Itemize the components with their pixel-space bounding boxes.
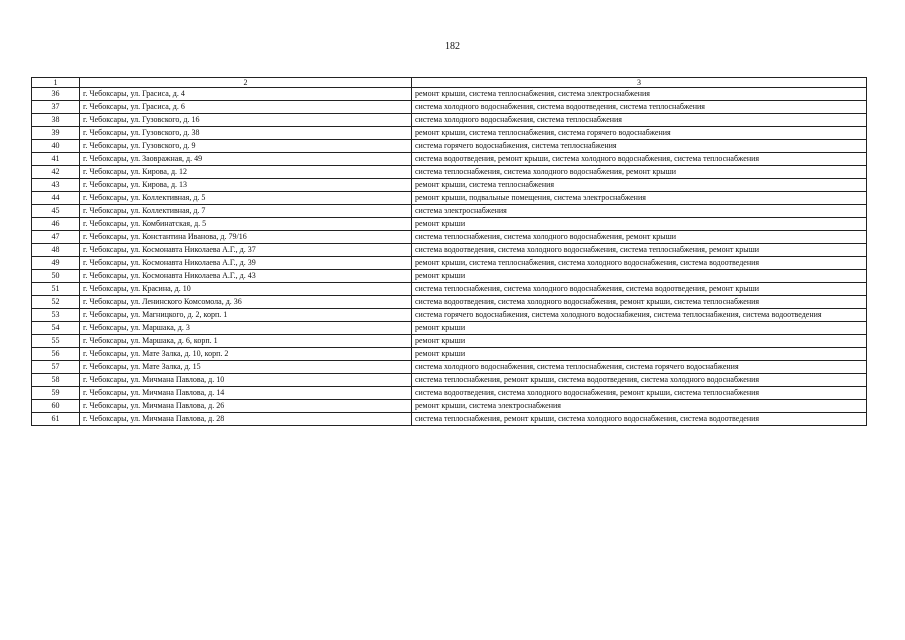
address-cell: г. Чебоксары, ул. Грасиса, д. 4 <box>80 88 412 101</box>
row-number-cell: 43 <box>32 179 80 192</box>
works-cell: ремонт крыши <box>412 322 867 335</box>
table-row <box>32 400 867 413</box>
row-number-cell: 53 <box>32 309 80 322</box>
row-number-cell: 41 <box>32 153 80 166</box>
row-number-cell: 52 <box>32 296 80 309</box>
works-cell: система теплоснабжения, система холодного водоснабжения, ремонт крыши <box>412 166 867 179</box>
table-row <box>32 205 867 218</box>
row-number-cell: 54 <box>32 322 80 335</box>
works-cell: ремонт крыши, система теплоснабжения, система электроснабжения <box>412 88 867 101</box>
works-cell: система водоотведения, система холодного водоснабжения, система теплоснабжения, ремонт крыши <box>412 244 867 257</box>
row-number-cell: 47 <box>32 231 80 244</box>
address-cell: г. Чебоксары, ул. Мичмана Павлова, д. 14 <box>80 387 412 400</box>
table-header-row <box>32 78 867 88</box>
works-cell: система теплоснабжения, ремонт крыши, система холодного водоснабжения, система водоотведения <box>412 413 867 426</box>
row-number-cell: 50 <box>32 270 80 283</box>
table-row <box>32 153 867 166</box>
header-cell-address: 2 <box>80 78 412 88</box>
table-row <box>32 127 867 140</box>
address-cell: г. Чебоксары, ул. Космонавта Николаева А.Г., д. 43 <box>80 270 412 283</box>
address-cell: г. Чебоксары, ул. Заовражная, д. 49 <box>80 153 412 166</box>
works-cell: система водоотведения, система холодного водоснабжения, ремонт крыши, система теплоснабжения <box>412 296 867 309</box>
table-row <box>32 296 867 309</box>
table-row <box>32 231 867 244</box>
table-row <box>32 257 867 270</box>
address-cell: г. Чебоксары, ул. Магницкого, д. 2, корп. 1 <box>80 309 412 322</box>
works-cell: ремонт крыши, система теплоснабжения, система холодного водоснабжения, система водоотведения <box>412 257 867 270</box>
table-row <box>32 387 867 400</box>
table-row <box>32 335 867 348</box>
table-row <box>32 114 867 127</box>
register-table-body <box>32 78 867 426</box>
table-row <box>32 270 867 283</box>
address-cell: г. Чебоксары, ул. Космонавта Николаева А.Г., д. 39 <box>80 257 412 270</box>
address-cell: г. Чебоксары, ул. Гузовского, д. 16 <box>80 114 412 127</box>
table-row <box>32 283 867 296</box>
address-cell: г. Чебоксары, ул. Комбинатская, д. 5 <box>80 218 412 231</box>
row-number-cell: 57 <box>32 361 80 374</box>
address-cell: г. Чебоксары, ул. Красина, д. 10 <box>80 283 412 296</box>
table-row <box>32 166 867 179</box>
works-cell: система холодного водоснабжения, система водоотведения, система теплоснабжения <box>412 101 867 114</box>
works-cell: система горячего водоснабжения, система теплоснабжения <box>412 140 867 153</box>
works-cell: система теплоснабжения, система холодного водоснабжения, система водоотведения, ремонт крыши <box>412 283 867 296</box>
works-cell: система холодного водоснабжения, система теплоснабжения <box>412 114 867 127</box>
works-cell: система теплоснабжения, система холодного водоснабжения, ремонт крыши <box>412 231 867 244</box>
address-cell: г. Чебоксары, ул. Ленинского Комсомола, д. 36 <box>80 296 412 309</box>
row-number-cell: 40 <box>32 140 80 153</box>
address-cell: г. Чебоксары, ул. Кирова, д. 13 <box>80 179 412 192</box>
works-cell: система водоотведения, система холодного водоснабжения, ремонт крыши, система теплоснабжения <box>412 387 867 400</box>
register-table <box>31 77 867 426</box>
row-number-cell: 48 <box>32 244 80 257</box>
works-cell: система теплоснабжения, ремонт крыши, система водоотведения, система холодного водоснабжения <box>412 374 867 387</box>
header-cell-number: 1 <box>32 78 80 88</box>
address-cell: г. Чебоксары, ул. Кирова, д. 12 <box>80 166 412 179</box>
address-cell: г. Чебоксары, ул. Мичмана Павлова, д. 26 <box>80 400 412 413</box>
row-number-cell: 37 <box>32 101 80 114</box>
works-cell: ремонт крыши <box>412 335 867 348</box>
row-number-cell: 45 <box>32 205 80 218</box>
row-number-cell: 38 <box>32 114 80 127</box>
address-cell: г. Чебоксары, ул. Константина Иванова, д. 79/16 <box>80 231 412 244</box>
row-number-cell: 51 <box>32 283 80 296</box>
table-row <box>32 192 867 205</box>
table-row <box>32 348 867 361</box>
table-row <box>32 322 867 335</box>
address-cell: г. Чебоксары, ул. Маршака, д. 3 <box>80 322 412 335</box>
table-row <box>32 361 867 374</box>
works-cell: система холодного водоснабжения, система теплоснабжения, система горячего водоснабжения <box>412 361 867 374</box>
address-cell: г. Чебоксары, ул. Мичмана Павлова, д. 10 <box>80 374 412 387</box>
table-row <box>32 218 867 231</box>
page-number: 182 <box>445 41 460 52</box>
row-number-cell: 56 <box>32 348 80 361</box>
table-row <box>32 179 867 192</box>
table-row <box>32 413 867 426</box>
address-cell: г. Чебоксары, ул. Коллективная, д. 7 <box>80 205 412 218</box>
works-cell: ремонт крыши <box>412 218 867 231</box>
row-number-cell: 59 <box>32 387 80 400</box>
row-number-cell: 44 <box>32 192 80 205</box>
row-number-cell: 39 <box>32 127 80 140</box>
table-row <box>32 101 867 114</box>
address-cell: г. Чебоксары, ул. Гузовского, д. 38 <box>80 127 412 140</box>
works-cell: ремонт крыши, система электроснабжения <box>412 400 867 413</box>
row-number-cell: 55 <box>32 335 80 348</box>
table-row <box>32 374 867 387</box>
table-row <box>32 88 867 101</box>
header-cell-works: 3 <box>412 78 867 88</box>
address-cell: г. Чебоксары, ул. Мате Залка, д. 15 <box>80 361 412 374</box>
row-number-cell: 49 <box>32 257 80 270</box>
works-cell: ремонт крыши <box>412 348 867 361</box>
address-cell: г. Чебоксары, ул. Мате Залка, д. 10, корп. 2 <box>80 348 412 361</box>
address-cell: г. Чебоксары, ул. Маршака, д. 6, корп. 1 <box>80 335 412 348</box>
address-cell: г. Чебоксары, ул. Мичмана Павлова, д. 28 <box>80 413 412 426</box>
row-number-cell: 46 <box>32 218 80 231</box>
address-cell: г. Чебоксары, ул. Космонавта Николаева А.Г., д. 37 <box>80 244 412 257</box>
table-row <box>32 309 867 322</box>
works-cell: система водоотведения, ремонт крыши, система холодного водоснабжения, система теплоснабжения <box>412 153 867 166</box>
works-cell: ремонт крыши, система теплоснабжения <box>412 179 867 192</box>
works-cell: система горячего водоснабжения, система холодного водоснабжения, система теплоснабжения, система водоотведения <box>412 309 867 322</box>
row-number-cell: 36 <box>32 88 80 101</box>
row-number-cell: 61 <box>32 413 80 426</box>
works-cell: ремонт крыши, подвальные помещения, система электроснабжения <box>412 192 867 205</box>
row-number-cell: 42 <box>32 166 80 179</box>
works-cell: ремонт крыши <box>412 270 867 283</box>
row-number-cell: 60 <box>32 400 80 413</box>
address-cell: г. Чебоксары, ул. Гузовского, д. 9 <box>80 140 412 153</box>
address-cell: г. Чебоксары, ул. Грасиса, д. 6 <box>80 101 412 114</box>
works-cell: система электроснабжения <box>412 205 867 218</box>
table-row <box>32 244 867 257</box>
row-number-cell: 58 <box>32 374 80 387</box>
address-cell: г. Чебоксары, ул. Коллективная, д. 5 <box>80 192 412 205</box>
table-row <box>32 140 867 153</box>
works-cell: ремонт крыши, система теплоснабжения, система горячего водоснабжения <box>412 127 867 140</box>
